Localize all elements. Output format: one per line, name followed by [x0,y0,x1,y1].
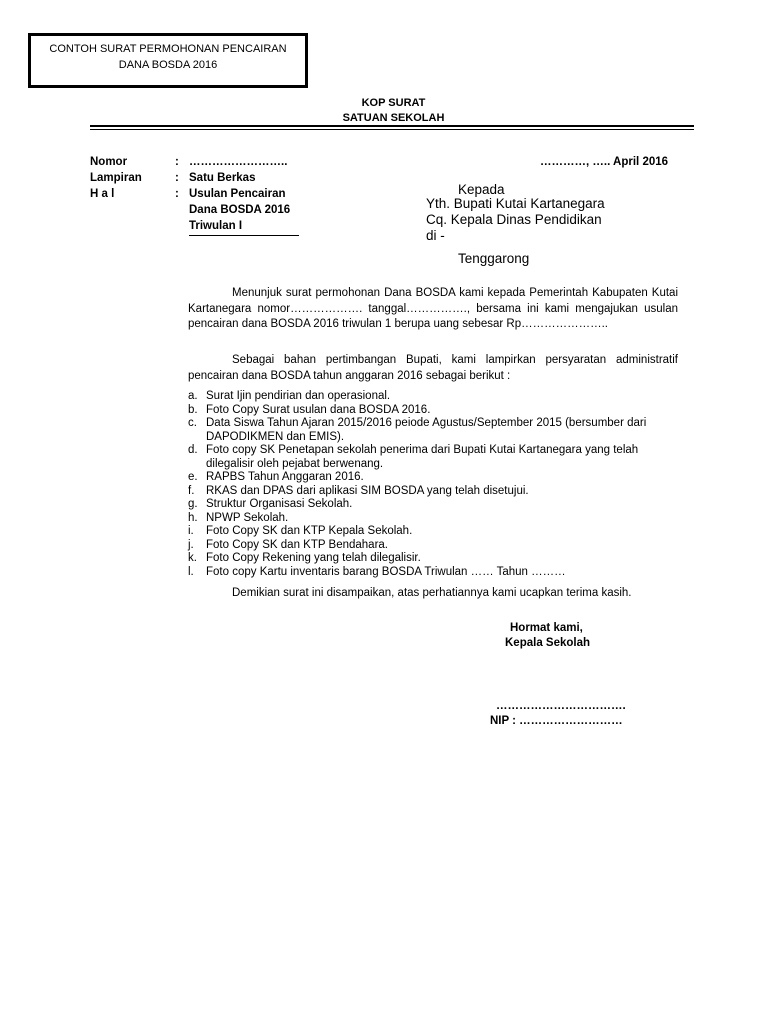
recipient-line-2: Cq. Kepala Dinas Pendidikan [426,212,602,227]
title-line-2: DANA BOSDA 2016 [118,59,218,71]
body-paragraph-2: Sebagai bahan pertimbangan Bupati, kami lampirkan persyaratan administratif pencairan dana BOSDA tahun anggaran 2016 sebagai berikut : [188,354,678,382]
requirement-item [188,390,684,404]
requirement-marker: b. [188,403,198,416]
requirement-text: Surat Ijin pendirian dan operasional. [206,390,391,402]
requirement-marker: g. [188,498,198,510]
requirement-item [188,498,684,512]
requirement-item [188,512,684,526]
signature-name-line: ……………………………. [496,700,626,712]
hal-colon: : [175,188,179,200]
recipient-city: Tenggarong [458,251,530,266]
requirement-text: Foto Copy SK dan KTP Kepala Sekolah. [206,525,413,537]
signature-nip: NIP : ……………………… [490,715,623,727]
requirement-text: Foto copy SK Penetapan sekolah penerima dari Bupati Kutai Kartanegara yang telah dilegalisir oleh pejabat berwenang. [206,444,639,470]
letter-date: …………, ….. April 2016 [540,156,669,168]
recipient-line-1: Yth. Bupati Kutai Kartanegara [426,196,605,211]
requirement-text: Foto Copy SK dan KTP Bendahara. [206,538,388,551]
requirement-text: Struktur Organisasi Sekolah. [206,498,353,510]
requirement-item [188,552,684,566]
requirement-item [188,404,684,418]
letterhead-divider-thick [90,125,694,127]
requirement-marker: c. [188,417,197,429]
hal-underline [189,235,299,236]
recipient-line-3: di - [426,228,445,243]
requirement-item [188,444,684,471]
requirement-marker: i. [188,525,194,537]
signature-position: Kepala Sekolah [505,637,591,649]
requirement-text: Foto copy Kartu inventaris barang BOSDA Triwulan …… Tahun ……… [206,565,566,578]
requirement-text: RAPBS Tahun Anggaran 2016. [206,471,364,483]
letterhead-line-1: KOP SURAT [361,97,426,109]
nomor-label: Nomor [90,156,128,168]
requirement-marker: j. [188,538,194,551]
requirement-item [188,485,684,499]
requirement-text: NPWP Sekolah. [206,511,289,524]
hal-value-2: Dana BOSDA 2016 [189,204,291,216]
lampiran-colon: : [175,172,179,184]
signature-greeting: Hormat kami, [510,622,583,634]
closing-paragraph: Demikian surat ini disampaikan, atas perhatiannya kami ucapkan terima kasih. [232,587,632,599]
nomor-colon: : [175,156,179,168]
hal-value-3: Triwulan I [189,220,243,232]
requirement-text: RKAS dan DPAS dari aplikasi SIM BOSDA yang telah disetujui. [206,484,529,497]
requirement-text: Foto Copy Rekening yang telah dilegalisir. [206,552,421,564]
nomor-value: …………………….. [189,156,288,168]
requirement-item [188,539,684,553]
requirement-marker: a. [188,390,198,402]
hal-label: H a l [90,188,115,200]
lampiran-label: Lampiran [90,172,142,184]
requirement-marker: h. [188,511,198,524]
letterhead-divider-thin [90,129,694,130]
recipient-kepada: Kepada [458,182,505,197]
letterhead-line-2: SATUAN SEKOLAH [342,112,445,124]
requirement-marker: k. [188,552,197,564]
body-paragraph-1: Menunjuk surat permohonan Dana BOSDA kami kepada Pemerintah Kabupaten Kutai Kartanegara nomor………………. tanggal……………., bersama ini kami mengajukan usulan pencairan dana BOSDA 2016 triwulan 1 berupa uang sebesar Rp………………….. [188,287,678,330]
hal-value-1: Usulan Pencairan [189,188,286,200]
lampiran-value: Satu Berkas [189,172,256,184]
requirement-text: Data Siswa Tahun Ajaran 2015/2016 peiode Agustus/September 2015 (bersumber dari DAPODIKMEN dan EMIS). [206,417,647,443]
requirement-marker: l. [188,565,194,578]
requirement-item [188,525,684,539]
requirement-marker: d. [188,444,198,456]
requirement-marker: e. [188,471,198,483]
document-title-box [28,33,308,88]
requirement-item [188,471,684,485]
requirement-item [188,566,684,580]
requirement-marker: f. [188,484,195,497]
requirement-text: Foto Copy Surat usulan dana BOSDA 2016. [206,403,431,416]
requirement-item [188,417,684,444]
title-line-1: CONTOH SURAT PERMOHONAN PENCAIRAN [49,43,287,55]
